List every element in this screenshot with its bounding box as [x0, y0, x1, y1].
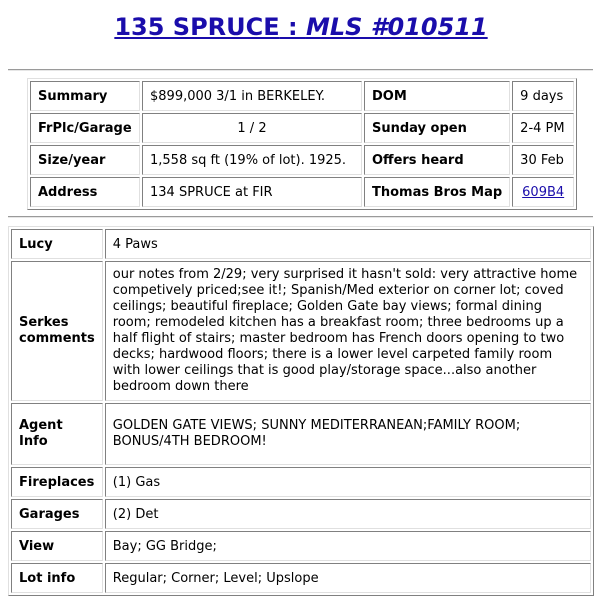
page-title-link[interactable] — [114, 13, 487, 41]
summary-table — [27, 78, 577, 210]
offers-heard-label: Offers heard — [364, 145, 510, 175]
serkes-comments-value: our notes from 2/29; very surprised it hasn't sold: very attractive home competively priced;see it!; Spanish/Med exterior on corner lot; coved ceilings; beautiful fireplace; Golden Gate bay views; formal dining room; remodeled kitchen has a breakfast room; three bedrooms up a half flight of stairs; master bedroom has French doors opening to two decks; hardwood floors; there is a lower level carpeted family room with lower ceilings that is good play/storage space...also another bedroom down there — [105, 261, 591, 401]
table-row — [30, 145, 574, 175]
summary-label: Summary — [30, 81, 140, 111]
address-label: Address — [30, 177, 140, 207]
table-row — [11, 229, 591, 259]
dom-value: 9 days — [512, 81, 574, 111]
table-row — [11, 499, 591, 529]
summary-value: $899,000 3/1 in BERKELEY. — [142, 81, 362, 111]
agent-info-value: GOLDEN GATE VIEWS; SUNNY MEDITERRANEAN;FAMILY ROOM; BONUS/4TH BEDROOM! — [105, 403, 591, 465]
size-year-value: 1,558 sq ft (19% of lot). 1925. — [142, 145, 362, 175]
garages-value: (2) Det — [105, 499, 591, 529]
listing-address: 135 SPRUCE — [114, 13, 280, 41]
frplc-garage-value: 1 / 2 — [142, 113, 362, 143]
thomas-bros-map-link[interactable]: 609B4 — [522, 184, 565, 200]
size-year-label: Size/year — [30, 145, 140, 175]
lot-info-label: Lot info — [11, 563, 103, 593]
dom-label: DOM — [364, 81, 510, 111]
sunday-open-label: Sunday open — [364, 113, 510, 143]
lucy-label: Lucy — [11, 229, 103, 259]
table-row — [30, 113, 574, 143]
address-value: 134 SPRUCE at FIR — [142, 177, 362, 207]
thomas-bros-map-cell — [512, 177, 574, 207]
serkes-comments-label: Serkes comments — [11, 261, 103, 401]
table-row — [11, 403, 591, 465]
top-divider — [8, 69, 593, 71]
garages-label: Garages — [11, 499, 103, 529]
view-value: Bay; GG Bridge; — [105, 531, 591, 561]
lot-info-value: Regular; Corner; Level; Upslope — [105, 563, 591, 593]
page-header — [0, 13, 602, 41]
frplc-garage-label: FrPlc/Garage — [30, 113, 140, 143]
middle-divider — [8, 216, 593, 218]
offers-heard-value: 30 Feb — [512, 145, 574, 175]
table-row — [11, 563, 591, 593]
sunday-open-value: 2-4 PM — [512, 113, 574, 143]
title-separator: : — [279, 13, 306, 41]
table-row — [11, 531, 591, 561]
view-label: View — [11, 531, 103, 561]
table-row — [11, 467, 591, 497]
fireplaces-label: Fireplaces — [11, 467, 103, 497]
table-row — [30, 81, 574, 111]
table-row — [30, 177, 574, 207]
fireplaces-value: (1) Gas — [105, 467, 591, 497]
thomas-bros-map-label: Thomas Bros Map — [364, 177, 510, 207]
agent-info-label: Agent Info — [11, 403, 103, 465]
table-row — [11, 261, 591, 401]
lucy-value: 4 Paws — [105, 229, 591, 259]
mls-number: MLS #010511 — [305, 13, 488, 41]
details-table — [8, 226, 594, 596]
